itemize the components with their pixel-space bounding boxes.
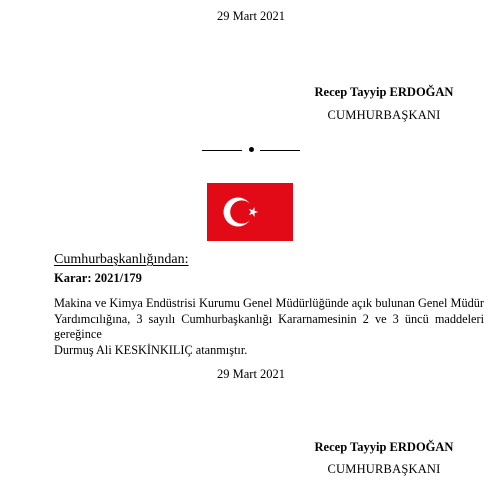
decision-body	[54, 296, 484, 358]
body-line-1: Makina ve Kimya Endüstrisi Kurumu Genel Müdürlüğünde açık bulunan Genel Müdür	[54, 296, 484, 310]
turkish-flag-icon	[207, 183, 293, 241]
body-line-3: Durmuş Ali KESKİNKILIÇ atanmıştır.	[54, 342, 248, 357]
date-bottom: 29 Mart 2021	[217, 367, 286, 381]
flag-crescent-inner	[230, 200, 253, 223]
issuer-heading: Cumhurbaşkanlığından:	[54, 252, 189, 267]
signer-name-top	[304, 85, 464, 100]
signer-title-top: CUMHURBAŞKANI	[327, 108, 441, 122]
signer-name-bottom	[304, 440, 464, 455]
divider-line-right	[260, 150, 300, 151]
divider-line-left	[202, 150, 242, 151]
signer-name-bottom-caps: ERDOĞAN	[389, 440, 454, 454]
signer-name-top-caps: ERDOĞAN	[389, 85, 454, 99]
divider-dot-icon	[249, 147, 254, 152]
signer-title-bottom: CUMHURBAŞKANI	[327, 462, 441, 476]
body-line-2: Yardımcılığına, 3 sayılı Cumhurbaşkanlığı Kararnamesinin 2 ve 3 üncü maddeleri gereğince	[54, 311, 484, 341]
date-top: 29 Mart 2021	[217, 9, 286, 23]
signer-name-bottom-regular: Recep Tayyip	[314, 440, 390, 454]
decision-number: Karar: 2021/179	[54, 271, 142, 285]
section-divider	[202, 144, 300, 158]
signer-name-top-regular: Recep Tayyip	[314, 85, 390, 99]
